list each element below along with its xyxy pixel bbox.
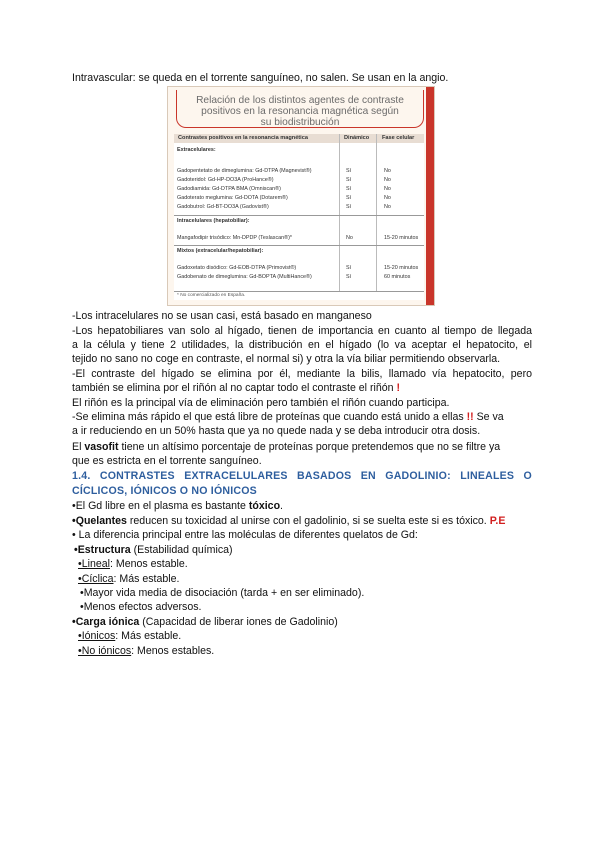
figure-title xyxy=(176,90,424,128)
section-rule xyxy=(174,245,424,246)
table-divider xyxy=(339,134,340,292)
bullet-line xyxy=(72,499,532,513)
row-dynamic: Sí xyxy=(346,204,352,210)
emphasis-mark: ! xyxy=(396,382,401,394)
bullet-line xyxy=(72,615,532,629)
row-dynamic: Sí xyxy=(346,265,352,271)
section-rule xyxy=(174,215,424,216)
row-dynamic: Sí xyxy=(346,177,352,183)
row-dynamic: No xyxy=(346,235,353,241)
paragraph-line: tejido no sano no coge en contraste, el normal si) y otra la vía biliar permitiendo observarla. xyxy=(72,353,501,365)
table-row: Gadoxetato disódico: Gd-EOB-DTPA (Primovist®) xyxy=(177,265,297,271)
row-phase: No xyxy=(384,186,391,192)
row-phase: No xyxy=(384,195,391,201)
figure-title-line: su biodistribución xyxy=(260,117,340,128)
bullet-line xyxy=(78,557,538,571)
text-run: El xyxy=(72,441,85,453)
contrast-agents-figure xyxy=(167,86,435,306)
paragraph-line: -Los intracelulares no se usan casi, está basado en manganeso xyxy=(72,310,372,322)
paragraph-line: a ir reduciendo en un 50% hasta que ya no quede nada y se deba introducir otra dosis. xyxy=(72,425,481,437)
bullet-line xyxy=(74,543,534,557)
figure-table xyxy=(174,134,424,300)
paragraph-line: que es estricta en el torrente sanguíneo. xyxy=(72,455,262,467)
underlined-term: •Lineal xyxy=(78,558,110,570)
bold-term: tóxico xyxy=(248,500,281,512)
row-phase: No xyxy=(384,177,391,183)
table-row: Gadoterato meglumina: Gd-DOTA (Dotarem®) xyxy=(177,195,288,201)
text-run: •El Gd libre en el plasma es bastante xyxy=(72,500,249,512)
text-run: tiene un altísimo porcentaje de proteínas porque pretendemos que no se filtre ya xyxy=(118,441,501,453)
row-phase: No xyxy=(384,168,391,174)
paragraph-line xyxy=(72,440,532,454)
text-run: . xyxy=(280,500,283,512)
row-phase: 15-20 minutos xyxy=(384,235,419,241)
text-run: reducen su toxicidad al unirse con el gadolinio, si se suelta este si es tóxico. xyxy=(126,515,490,527)
table-row: Gadodiamida: Gd-DTPA BMA (Omniscan®) xyxy=(177,186,281,192)
row-dynamic: Sí xyxy=(346,186,352,192)
table-row: Mangafodipir trisódico: Mn-DPDP (Teslascan®)* xyxy=(177,235,293,241)
figure-title-line: positivos en la resonancia magnética según xyxy=(201,106,399,117)
text-run: Se va xyxy=(473,411,504,423)
bold-term: •Estructura xyxy=(74,544,131,556)
bullet-line xyxy=(72,514,532,528)
header-agent: Contrastes positivos en la resonancia magnética xyxy=(178,135,308,141)
section-heading: CÍCLICOS, IÓNICOS O NO IÓNICOS xyxy=(72,485,257,497)
section-label: Mixtos (extracelular/hepatobiliar): xyxy=(177,248,264,254)
section-heading: 1.4. CONTRASTES EXTRACELULARES BASADOS EN GADOLINIO: LINEALES O xyxy=(72,470,532,482)
paragraph-line: a la célula y tiene 2 utilidades, la distribución en el hígado (lo va aceptar el hepatocito, el xyxy=(72,339,532,351)
table-footnote: * No comercializado en España. xyxy=(177,293,246,298)
header-phase: Fase celular xyxy=(382,135,415,141)
underlined-term: •No iónicos xyxy=(78,645,132,657)
text-run: : Más estable. xyxy=(113,573,180,585)
section-label: Extracelulares: xyxy=(177,147,216,153)
section-rule xyxy=(174,291,424,292)
row-dynamic: Sí xyxy=(346,274,352,280)
text-run: también se elimina por el riñón al no captar todo el contraste el riñón xyxy=(72,382,397,394)
emphasis-mark: !! xyxy=(466,411,474,423)
bullet-line xyxy=(78,572,538,586)
text-run: : Menos estables. xyxy=(131,645,215,657)
emphasis-mark: P.E xyxy=(489,515,506,527)
bullet-line xyxy=(78,629,538,643)
text-run: (Estabilidad química) xyxy=(130,544,233,556)
text-run: (Capacidad de liberar iones de Gadolinio) xyxy=(139,616,338,628)
table-divider xyxy=(376,134,377,292)
row-phase: No xyxy=(384,204,391,210)
paragraph-line: -Los hepatobiliares van solo al hígado, tienen de importancia en cuanto al tiempo de llegada xyxy=(72,325,532,337)
underlined-term: •Cíclica xyxy=(78,573,114,585)
underlined-term: •Iónicos xyxy=(78,630,116,642)
bullet-line: •Mayor vida media de disociación (tarda + en ser eliminado). xyxy=(80,587,365,599)
bullet-line xyxy=(78,644,538,658)
bold-term: •Quelantes xyxy=(72,515,127,527)
paragraph-line: El riñón es la principal vía de eliminación pero también el riñón cuando participa. xyxy=(72,397,450,409)
text-run: : Menos estable. xyxy=(109,558,188,570)
table-header xyxy=(174,134,424,143)
figure-red-bar xyxy=(426,87,434,305)
row-phase: 60 minutos xyxy=(384,274,411,280)
intro-line: Intravascular: se queda en el torrente sanguíneo, no salen. Se usan en la angio. xyxy=(72,72,449,84)
table-row: Gadobenato de dimeglumina: Gd-BOPTA (MultiHance®) xyxy=(177,274,312,280)
bullet-line: •Menos efectos adversos. xyxy=(80,601,202,613)
bold-term: •Carga iónica xyxy=(72,616,140,628)
header-dynamic: Dinámico xyxy=(344,135,370,141)
row-phase: 15-20 minutos xyxy=(384,265,419,271)
table-row: Gadobutrol: Gd-BT-DO3A (Gadovist®) xyxy=(177,204,269,210)
table-row: Gadoteridol: Gd-HP-DO3A (ProHance®) xyxy=(177,177,274,183)
section-label: Intracelulares (hepatobiliar): xyxy=(177,218,250,224)
bold-term: vasofit xyxy=(84,441,119,453)
bullet-line: • La diferencia principal entre las moléculas de diferentes quelatos de Gd: xyxy=(72,529,418,541)
paragraph-line xyxy=(72,381,532,395)
row-dynamic: Sí xyxy=(346,168,352,174)
paragraph-line xyxy=(72,410,532,424)
row-dynamic: Sí xyxy=(346,195,352,201)
text-run: : Más estable. xyxy=(115,630,182,642)
paragraph-line: -El contraste del hígado se elimina por él, mediante la bilis, llamado vía hepatocito, pero xyxy=(72,368,532,380)
figure-title-line: Relación de los distintos agentes de contraste xyxy=(196,95,404,106)
table-row: Gadopentetato de dimeglumina: Gd-DTPA (Magnevist®) xyxy=(177,168,312,174)
text-run: -Se elimina más rápido el que está libre de proteínas que cuando está unido a ellas xyxy=(72,411,467,423)
